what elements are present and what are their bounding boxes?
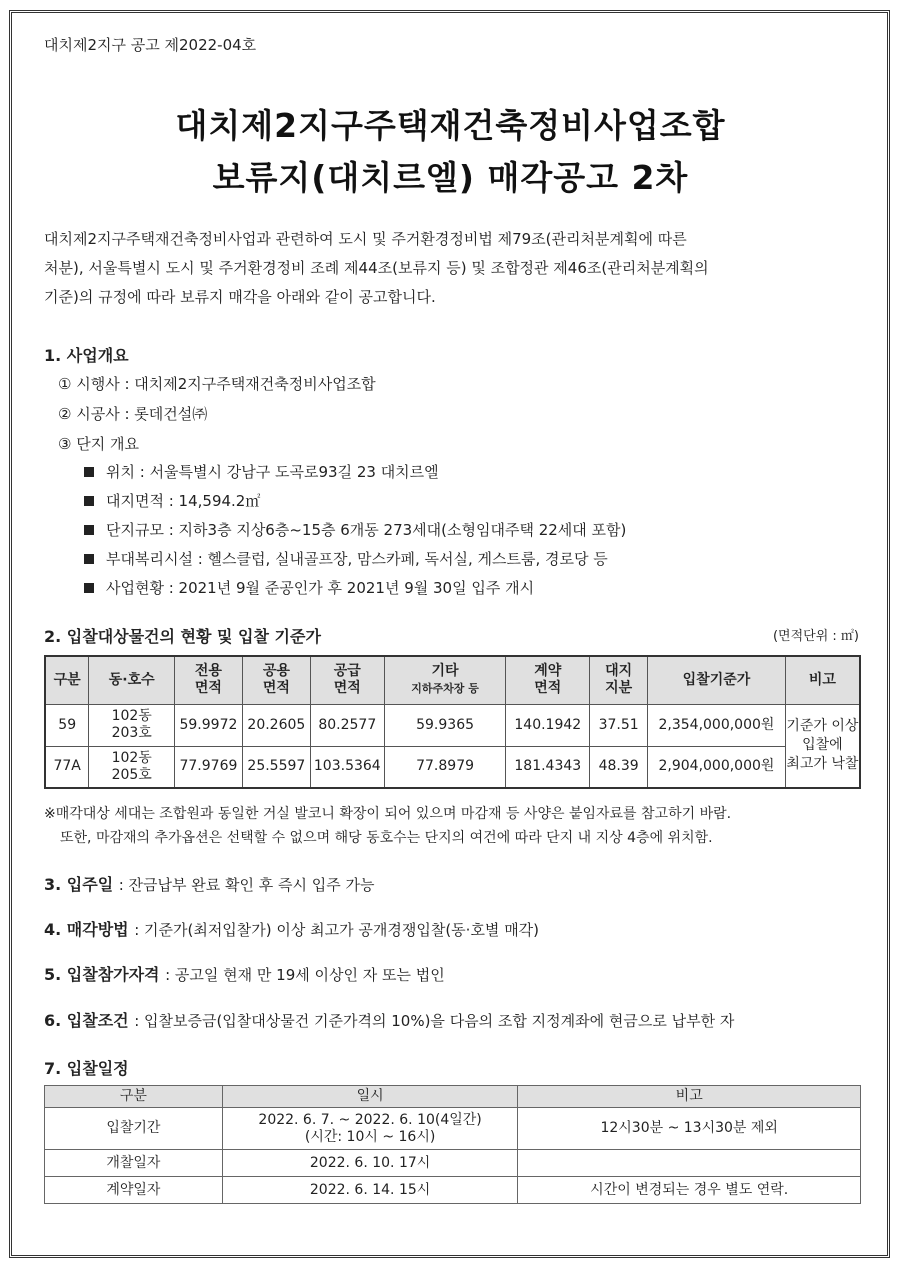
table-cell: 2022. 6. 10. 17시	[222, 1150, 518, 1177]
section6: 6. 입찰조건 : 입찰보증금(입찰대상물건 기준가격의 10%)을 다음의 조합 지정계좌에 현금으로 납부한 자	[44, 1011, 735, 1030]
list-item: 대지면적 : 14,594.2㎡	[84, 490, 260, 511]
table-cell: 77.8979	[384, 746, 506, 788]
header-remark: 비고	[785, 656, 860, 704]
table-cell: 시간이 변경되는 경우 별도 연락.	[518, 1177, 861, 1204]
square-bullet-icon	[84, 583, 94, 593]
developer-item: ① 시행사 : 대치제2지구주택재건축정비사업조합	[58, 375, 376, 393]
table-cell: 48.39	[590, 746, 648, 788]
header-supply-area: 공급 면적	[310, 656, 384, 704]
list-item: 위치 : 서울특별시 강남구 도곡로93길 23 대치르엘	[84, 461, 439, 482]
table-row	[45, 1108, 861, 1150]
table-cell: 77A	[45, 746, 89, 788]
table-cell: 102동 205호	[89, 746, 175, 788]
schedule-table	[44, 1085, 861, 1204]
table-cell: 59.9365	[384, 704, 506, 746]
section3: 3. 입주일 : 잔금납부 완료 확인 후 즉시 입주 가능	[44, 875, 375, 894]
table-cell: 80.2577	[310, 704, 384, 746]
property-table	[44, 655, 861, 789]
square-bullet-icon	[84, 525, 94, 535]
table-cell: 103.5364	[310, 746, 384, 788]
header-type: 구분	[45, 1086, 223, 1108]
table-cell: 37.51	[590, 704, 648, 746]
header-unit: 동·호수	[89, 656, 175, 704]
table-cell: 2022. 6. 7. ~ 2022. 6. 10(4일간) (시간: 10시 ~ 16시)	[222, 1108, 518, 1150]
page-subtitle: 보류지(대치르엘) 매각공고 2차	[212, 158, 689, 197]
table-cell: 2,904,000,000원	[648, 746, 786, 788]
header-contract-area: 계약 면적	[506, 656, 590, 704]
section2-heading: 2. 입찰대상물건의 현황 및 입찰 기준가	[44, 627, 321, 646]
header-common-area: 공용 면적	[242, 656, 310, 704]
table-note-2: 또한, 마감재의 추가옵션은 선택할 수 없으며 해당 동호수는 단지의 여건에 따라 단지 내 지상 4층에 위치함.	[60, 830, 713, 846]
table-cell: 입찰기간	[45, 1108, 223, 1150]
list-item: 부대복리시설 : 헬스클럽, 실내골프장, 맘스카페, 독서실, 게스트룸, 경로당 등	[84, 548, 608, 569]
table-cell: 2,354,000,000원	[648, 704, 786, 746]
table-row	[45, 704, 860, 746]
section5: 5. 입찰참가자격 : 공고일 현재 만 19세 이상인 자 또는 법인	[44, 965, 445, 984]
table-row	[45, 746, 860, 788]
table-note-1: ※매각대상 세대는 조합원과 동일한 거실 발코니 확장이 되어 있으며 마감재 등 사양은 붙임자료를 참고하기 바람.	[44, 806, 732, 822]
list-item: 사업현황 : 2021년 9월 준공인가 후 2021년 9월 30일 입주 개시	[84, 577, 534, 598]
table-cell: 20.2605	[242, 704, 310, 746]
intro-paragraph: 대치제2지구주택재건축정비사업과 관련하여 도시 및 주거환경정비법 제79조(관리처분계획에 따른 처분), 서울특별시 도시 및 주거환경정비 조례 제44조(보류지 등) 및 조합정관 제46조(관리처분계획의 기준)의 규정에 따라 보류지 매각을 아래와 같이 공고합니다.	[44, 230, 709, 306]
header-land-share: 대지 지분	[590, 656, 648, 704]
section1-heading: 1. 사업개요	[44, 346, 129, 365]
table-cell: 개찰일자	[45, 1150, 223, 1177]
contractor-item: ② 시공사 : 롯데건설㈜	[58, 405, 208, 423]
table-cell: 12시30분 ~ 13시30분 제외	[518, 1108, 861, 1150]
header-date: 일시	[222, 1086, 518, 1108]
header-remark: 비고	[518, 1086, 861, 1108]
section7-heading: 7. 입찰일정	[44, 1059, 129, 1078]
square-bullet-icon	[84, 496, 94, 506]
header-price: 입찰기준가	[648, 656, 786, 704]
table-cell	[518, 1150, 861, 1177]
table-cell: 77.9769	[174, 746, 242, 788]
table-cell: 59.9972	[174, 704, 242, 746]
table-cell: 59	[45, 704, 89, 746]
header-exclusive-area: 전용 면적	[174, 656, 242, 704]
table-cell: 181.4343	[506, 746, 590, 788]
square-bullet-icon	[84, 554, 94, 564]
table-cell: 2022. 6. 14. 15시	[222, 1177, 518, 1204]
table-cell: 102동 203호	[89, 704, 175, 746]
header-other-area: 기타 지하주차장 등	[384, 656, 506, 704]
table-cell: 140.1942	[506, 704, 590, 746]
area-unit-label: (면적단위 : ㎡)	[772, 629, 859, 644]
section4: 4. 매각방법 : 기준가(최저입찰가) 이상 최고가 공개경쟁입찰(동·호별 매각)	[44, 920, 540, 939]
remark-cell: 기준가 이상 입찰에 최고가 낙찰	[785, 704, 860, 788]
complex-overview-item: ③ 단지 개요	[58, 435, 139, 453]
square-bullet-icon	[84, 467, 94, 477]
list-item: 단지규모 : 지하3층 지상6층~15층 6개동 273세대(소형임대주택 22세대 포함)	[84, 519, 626, 540]
header-type: 구분	[45, 656, 89, 704]
table-row	[45, 1150, 861, 1177]
table-cell: 25.5597	[242, 746, 310, 788]
table-cell: 계약일자	[45, 1177, 223, 1204]
table-row	[45, 1177, 861, 1204]
page-title: 대치제2지구주택재건축정비사업조합	[175, 106, 726, 145]
notice-number: 대치제2지구 공고 제2022-04호	[44, 36, 257, 54]
